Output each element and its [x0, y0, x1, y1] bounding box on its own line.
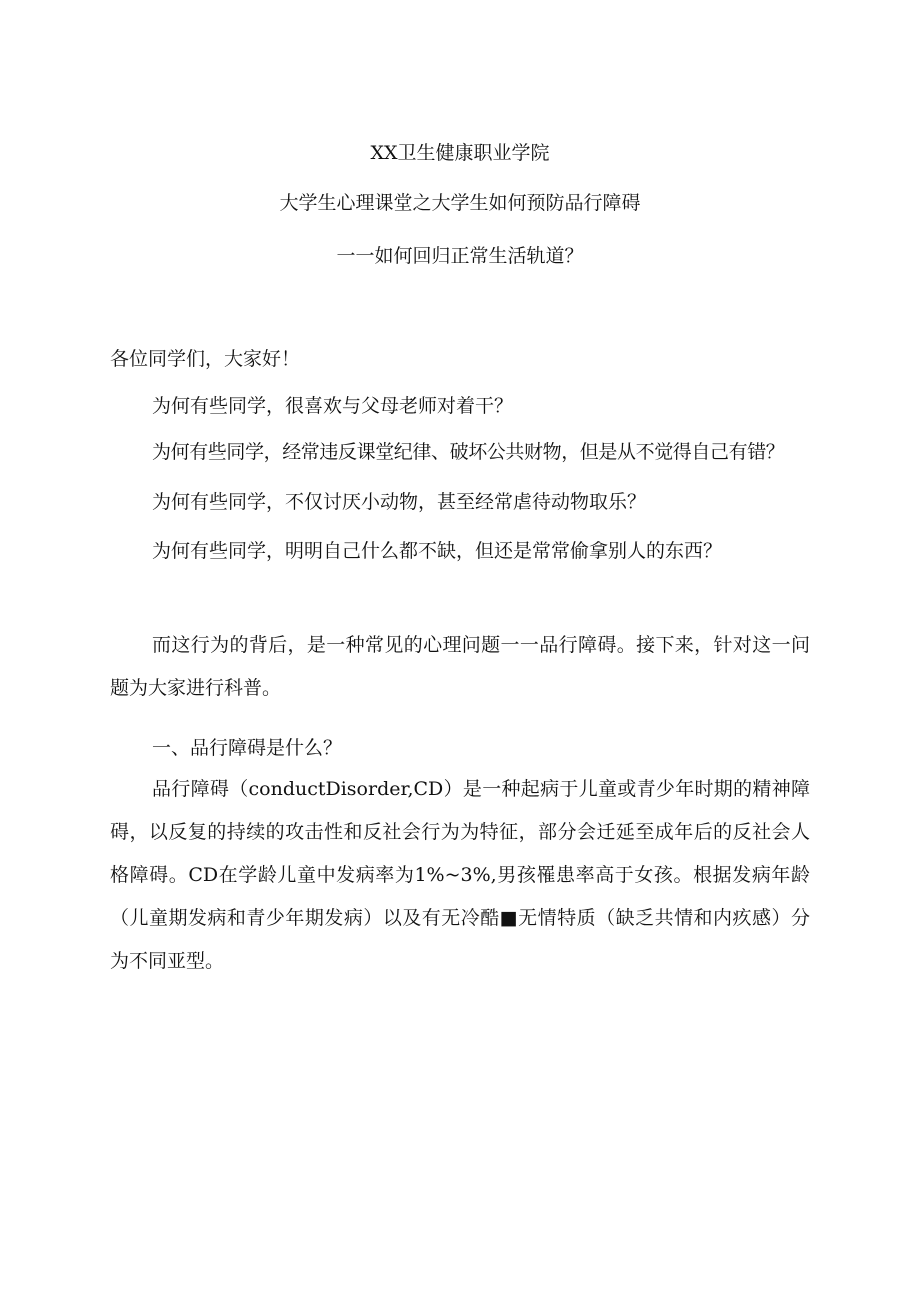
document-subtitle: 一一如何回归正常生活轨道？	[336, 245, 584, 267]
document-title: 大学生心理课堂之大学生如何预防品行障碍	[279, 192, 641, 214]
section-1-paragraph: 品行障碍（conductDisorder,CD）是一种起病于儿童或青少年时期的精神障碍，以反复的持续的攻击性和反社会行为为特征，部分会迁延至成年后的反社会人格障碍。CD在学龄儿童中发病率为1%~3%,男孩罹患率高于女孩。根据发病年龄（儿童期发病和青少年期发病）以及有无冷酷■无情特质（缺乏共情和内疚感）分为不同亚型。	[110, 778, 810, 972]
school-name: XX卫生健康职业学院	[370, 142, 550, 164]
greeting: 各位同学们，大家好！	[110, 348, 301, 370]
question-4: 为何有些同学，明明自己什么都不缺，但还是常常偷拿别人的东西？	[152, 540, 723, 562]
section-1-heading: 一、品行障碍是什么？	[152, 737, 343, 759]
question-2: 为何有些同学，经常违反课堂纪律、破坏公共财物，但是从不觉得自己有错？	[152, 441, 785, 463]
intro-paragraph: 而这行为的背后，是一种常见的心理问题一一品行障碍。接下来，针对这一问题为大家进行科普。	[110, 634, 810, 699]
question-1: 为何有些同学，很喜欢与父母老师对着干？	[152, 395, 514, 417]
question-3: 为何有些同学，不仅讨厌小动物，甚至经常虐待动物取乐？	[152, 491, 647, 513]
